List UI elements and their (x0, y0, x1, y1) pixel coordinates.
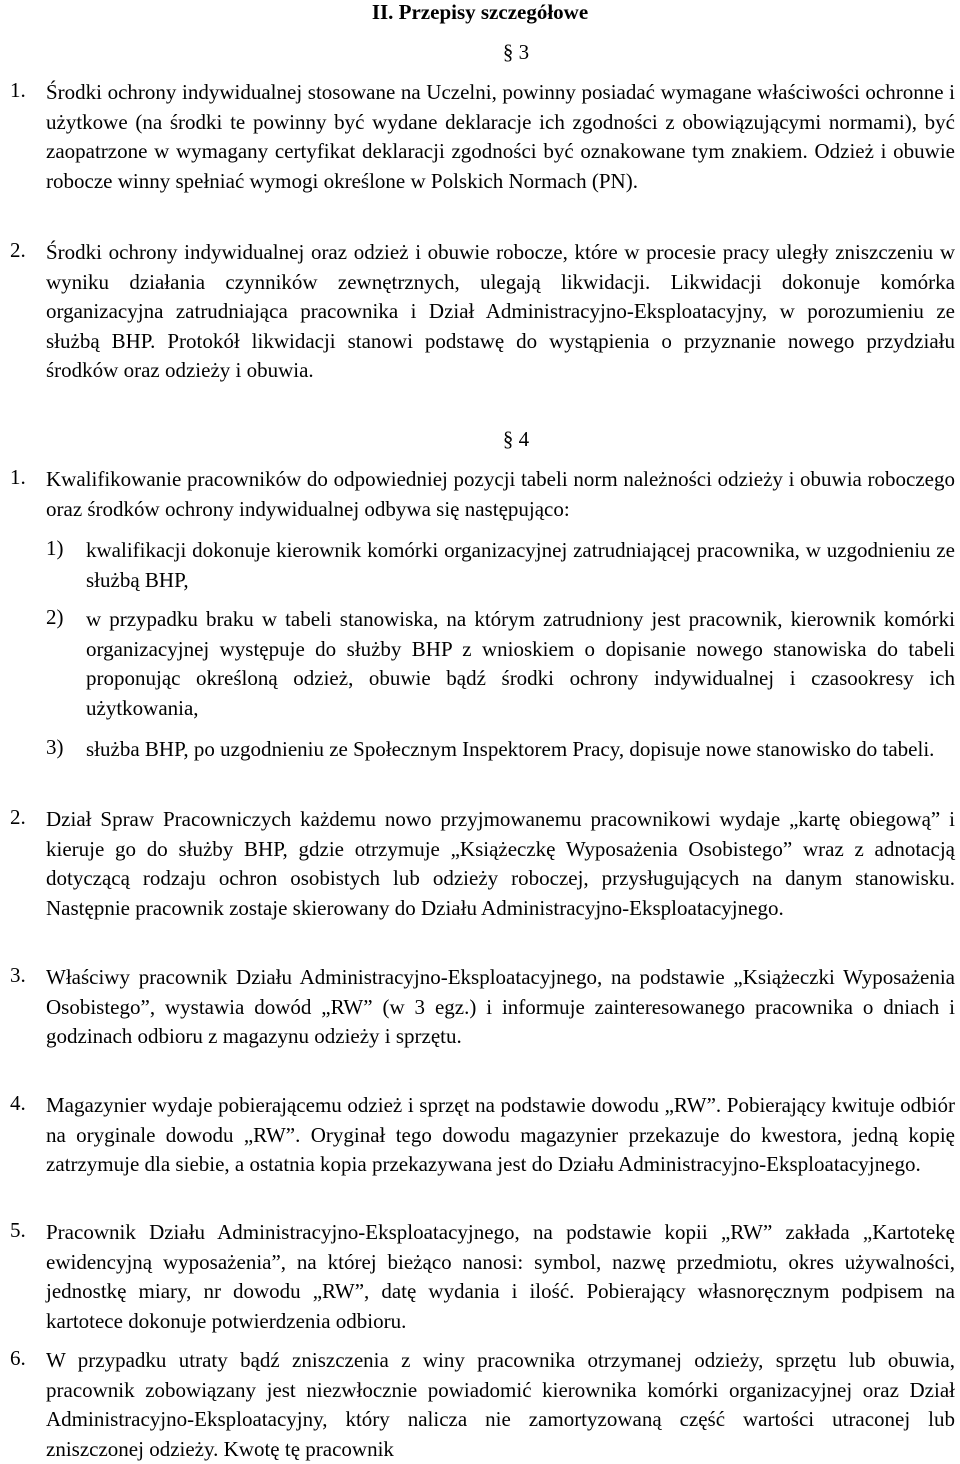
section-4-subitem-2 (46, 605, 955, 723)
subitem-text: służba BHP, po uzgodnieniu ze Społecznym Inspektorem Pracy, dopisuje nowe stanowisko do tabeli. (86, 737, 935, 761)
section-3-item-2 (10, 238, 955, 386)
section-3-mark: § 3 (502, 40, 530, 64)
section-4-mark: § 4 (502, 427, 530, 451)
item-number: 3. (10, 963, 26, 987)
section-3-item-1 (10, 78, 955, 196)
section-4-subitem-3 (46, 735, 955, 765)
subitem-text: kwalifikacji dokonuje kierownik komórki organizacyjnej zatrudniającej pracownika, w uzgodnieniu ze służbą BHP, (86, 538, 955, 592)
item-number: 1. (10, 465, 26, 489)
item-number: 2. (10, 805, 26, 829)
item-number: 6. (10, 1346, 26, 1370)
section-4-item-3 (10, 963, 955, 1052)
section-4-item-4 (10, 1091, 955, 1180)
item-text: Pracownik Działu Administracyjno-Eksploatacyjnego, na podstawie kopii „RW” zakłada „Kartotekę ewidencyjną wyposażenia”, na której bieżąco nanosi: symbol, nazwę przedmiotu, okres używalności, jednostkę miary, nr dowodu „RW”, datę wydania i ilość. Pobierający własnoręcznym podpisem na kartotece dokonuje potwierdzenia odbioru. (46, 1220, 955, 1333)
item-number: 4. (10, 1091, 26, 1115)
item-number: 1. (10, 78, 26, 102)
item-text: Dział Spraw Pracowniczych każdemu nowo przyjmowanemu pracownikowi wydaje „kartę obiegową” i kieruje go do służby BHP, gdzie otrzymuje „Książeczkę Wyposażenia Osobistego” wraz z adnotacją dotyczącą rodzaju ochron osobistych lub odzieży roboczej, przysługujących na danym stanowisku. Następnie pracownik zostaje skierowany do Działu Administracyjno-Eksploatacyjnego. (46, 807, 955, 920)
subitem-number: 1) (46, 536, 64, 560)
section-4-item-2 (10, 805, 955, 923)
subitem-number: 3) (46, 735, 64, 759)
subitem-number: 2) (46, 605, 64, 629)
item-text: Kwalifikowanie pracowników do odpowiedniej pozycji tabeli norm należności odzieży i obuwia roboczego oraz środków ochrony indywidualnej odbywa się następująco: (46, 467, 955, 521)
section-4-item-5 (10, 1218, 955, 1336)
section-4-item-1 (10, 465, 955, 524)
item-number: 2. (10, 238, 26, 262)
section-4-item-6 (10, 1346, 955, 1464)
item-text: W przypadku utraty bądź zniszczenia z winy pracownika otrzymanej odzieży, sprzętu lub obuwia, pracownik zobowiązany jest niezwłocznie powiadomić kierownika komórki organizacyjnej oraz Dział Administracyjno-Eksploatacyjny, który nalicza nie zamortyzowaną część wartości utraconej lub zniszczonej odzieży. Kwotę tę pracownik (46, 1348, 955, 1461)
chapter-heading: II. Przepisy szczegółowe (371, 0, 589, 24)
item-text: Środki ochrony indywidualnej stosowane na Uczelni, powinny posiadać wymagane właściwości ochronne i użytkowe (na środki te powinny być wydane deklaracje ich zgodności z obowiązującymi normami), być zaopatrzone w wymagany certyfikat deklaracji zgodności być oznakowane tym znakiem. Odzież i obuwie robocze winny spełniać wymogi określone w Polskich Normach (PN). (46, 80, 955, 193)
subitem-text: w przypadku braku w tabeli stanowiska, na którym zatrudniony jest pracownik, kierownik komórki organizacyjnej występuje do służby BHP z wnioskiem o dopisanie nowego stanowiska do tabeli proponując określoną odzież, obuwie bądź środki ochrony indywidualnej i czasookresy ich użytkowania, (86, 607, 955, 720)
item-text: Środki ochrony indywidualnej oraz odzież i obuwie robocze, które w procesie pracy uległy zniszczeniu w wyniku działania czynników zewnętrznych, ulegają likwidacji. Likwidacji dokonuje komórka organizacyjna zatrudniająca pracownika i Dział Administracyjno-Eksploatacyjny, w porozumieniu ze służbą BHP. Protokół likwidacji stanowi podstawę do wystąpienia o przyznanie nowego przydziału środków oraz odzieży i obuwia. (46, 240, 955, 382)
item-text: Magazynier wydaje pobierającemu odzież i sprzęt na podstawie dowodu „RW”. Pobierający kwituje odbiór na oryginale dowodu „RW”. Oryginał tego dowodu magazynier przekazuje do kwestora, jedną kopię zatrzymuje dla siebie, a ostatnia kopia przekazywana jest do Działu Administracyjno-Eksploatacyjnego. (46, 1093, 955, 1176)
item-number: 5. (10, 1218, 26, 1242)
item-text: Właściwy pracownik Działu Administracyjno-Eksploatacyjnego, na podstawie „Książeczki Wyposażenia Osobistego”, wystawia dowód „RW” (w 3 egz.) i informuje zainteresowanego pracownika o dniach i godzinach odbioru z magazynu odzieży i sprzętu. (46, 965, 955, 1048)
section-4-subitem-1 (46, 536, 955, 595)
